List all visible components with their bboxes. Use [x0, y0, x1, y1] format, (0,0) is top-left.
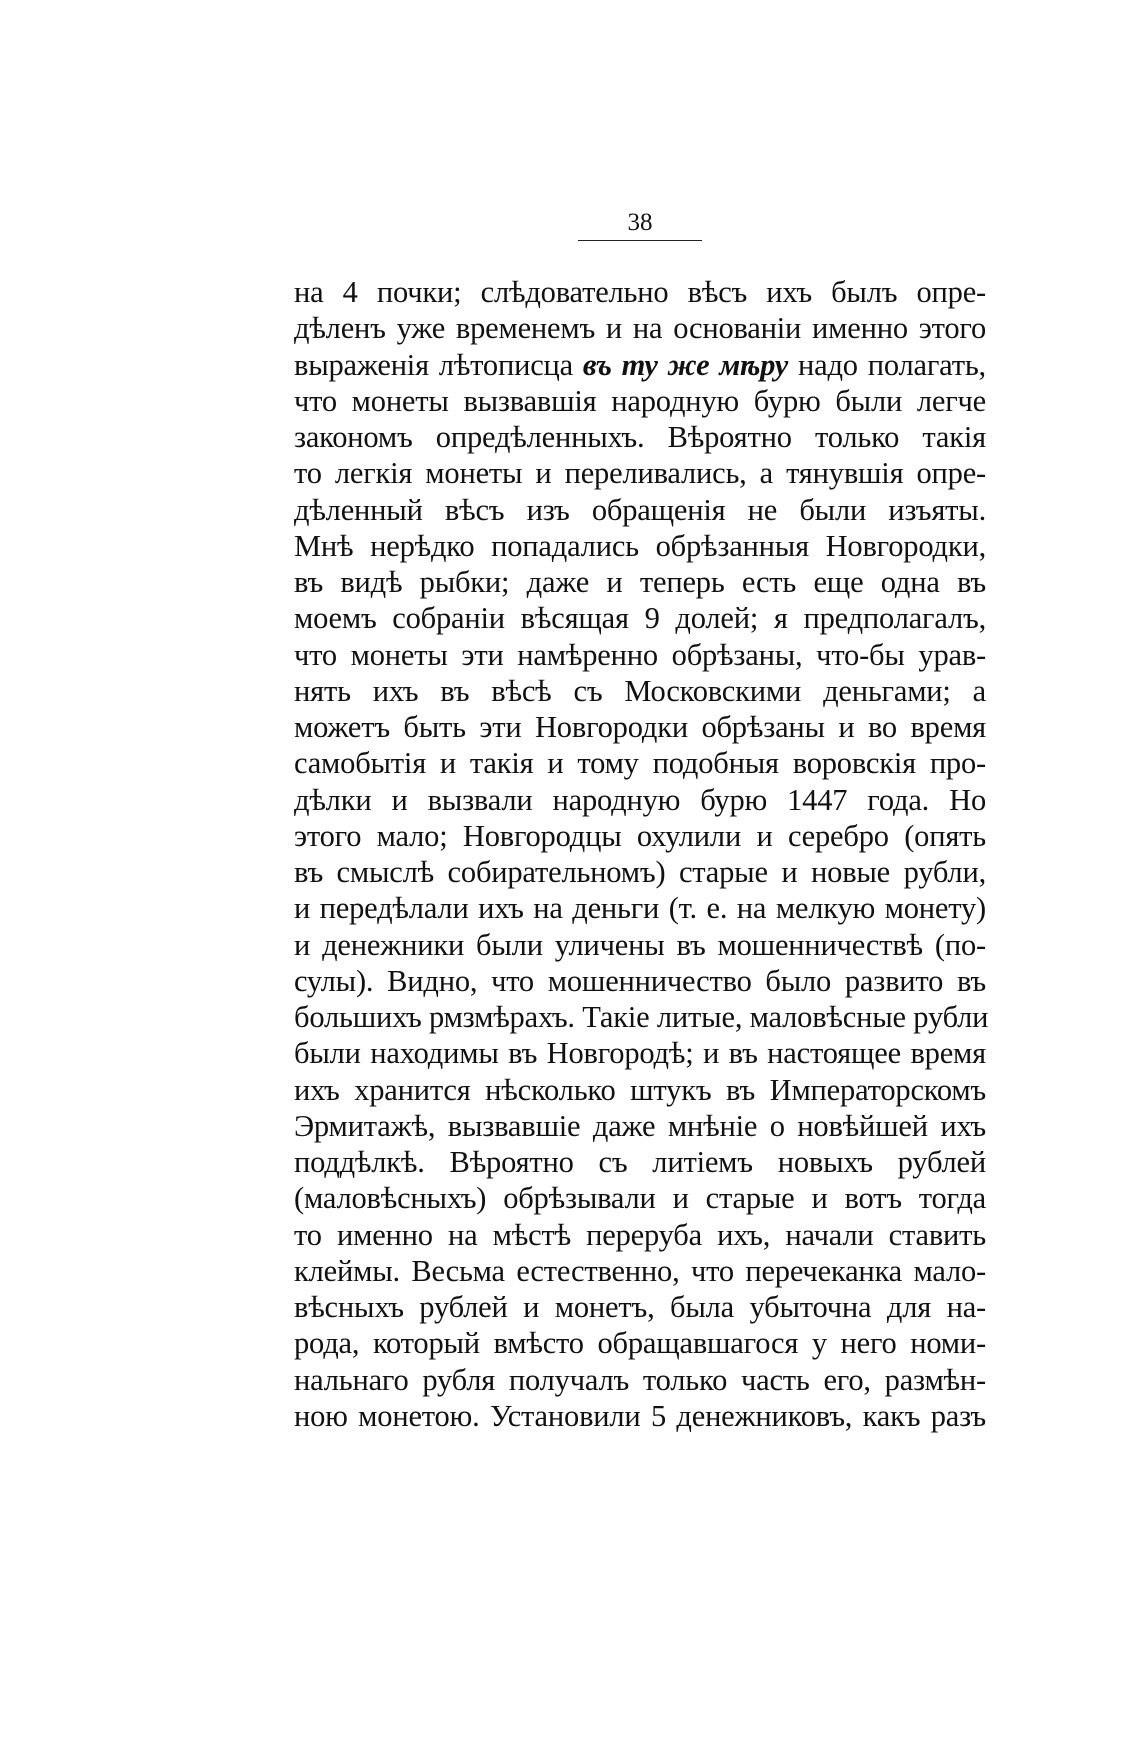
text-line: закономъ опредѣленныхъ. Вѣроятно только такія: [294, 420, 986, 454]
text-line: что монеты вызвавшія народную бурю были легче: [294, 383, 986, 418]
text-line: дѣленный вѣсъ изъ обращенія не были изъяты.: [294, 492, 986, 527]
text-line: и денежники были уличены въ мошенничествѣ (по-: [294, 927, 986, 962]
text-line: то именно на мѣстѣ переруба ихъ, начали ставить: [294, 1217, 986, 1252]
text-line: ною монетою. Установили 5 денежниковъ, какъ разъ: [294, 1398, 986, 1433]
text-line: рода, который вмѣсто обращавшагося у него номи-: [294, 1326, 986, 1361]
text-line: большихъ рмзмѣрахъ. Такіе литые, маловѣсные рубли: [294, 1000, 989, 1034]
text-line: самобытія и такія и тому подобныя воровскія про-: [294, 746, 986, 781]
text-line: ихъ хранится нѣсколько штукъ въ Императорскомъ: [294, 1072, 986, 1107]
text-span: выраженія лѣтописца: [294, 347, 583, 382]
text-line: можетъ быть эти Новгородки обрѣзаны и во время: [294, 710, 986, 744]
text-line: что монеты эти намѣренно обрѣзаны, что-бы урав-: [294, 637, 986, 672]
text-line: и передѣлали ихъ на деньги (т. е. на мелкую монету): [294, 891, 986, 926]
page-number: 38: [627, 209, 653, 236]
text-line: Эрмитажѣ, вызвавшіе даже мнѣніе о новѣйшей ихъ: [294, 1108, 986, 1143]
text-span: надо полагать,: [788, 347, 986, 382]
text-line: поддѣлкѣ. Вѣроятно съ литіемъ новыхъ рублей: [294, 1145, 986, 1179]
text-line: дѣлки и вызвали народную бурю 1447 года. Но: [294, 782, 986, 817]
text-line: дѣленъ уже временемъ и на основаніи именно этого: [294, 311, 986, 346]
text-line-with-emphasis: [294, 347, 986, 383]
text-line: клеймы. Весьма естественно, что перечеканка мало-: [294, 1253, 986, 1288]
text-line: въ видѣ рыбки; даже и теперь есть еще одна въ: [294, 565, 986, 599]
text-line: нальнаго рубля получалъ только часть его, размѣн-: [294, 1362, 986, 1397]
text-line: нять ихъ въ вѣсѣ съ Московскими деньгами; а: [294, 673, 986, 708]
text-line: (маловѣсныхъ) обрѣзывали и старые и вотъ тогда: [294, 1181, 986, 1216]
text-line: на 4 почки; слѣдовательно вѣсъ ихъ былъ опре-: [294, 275, 986, 309]
emphasized-phrase: въ ту же мѣру: [582, 347, 789, 382]
header-rule: [578, 240, 702, 241]
body-text: [294, 274, 989, 1434]
text-line: въ смыслѣ собирательномъ) старые и новые рубли,: [294, 855, 986, 889]
text-line: сулы). Видно, что мошенничество было развито въ: [294, 963, 986, 998]
text-line: были находимы въ Новгородѣ; и въ настоящее время: [294, 1036, 986, 1071]
text-line: то легкія монеты и переливались, а тянувшія опре-: [294, 456, 986, 491]
text-line: Мнѣ нерѣдко попадались обрѣзанныя Новгородки,: [294, 528, 986, 563]
text-line: этого мало; Новгородцы охулили и серебро (опять: [294, 818, 986, 853]
text-line: моемъ собраніи вѣсящая 9 долей; я предполагалъ,: [294, 601, 986, 636]
text-line: вѣсныхъ рублей и монетъ, была убыточна для на-: [294, 1290, 986, 1324]
